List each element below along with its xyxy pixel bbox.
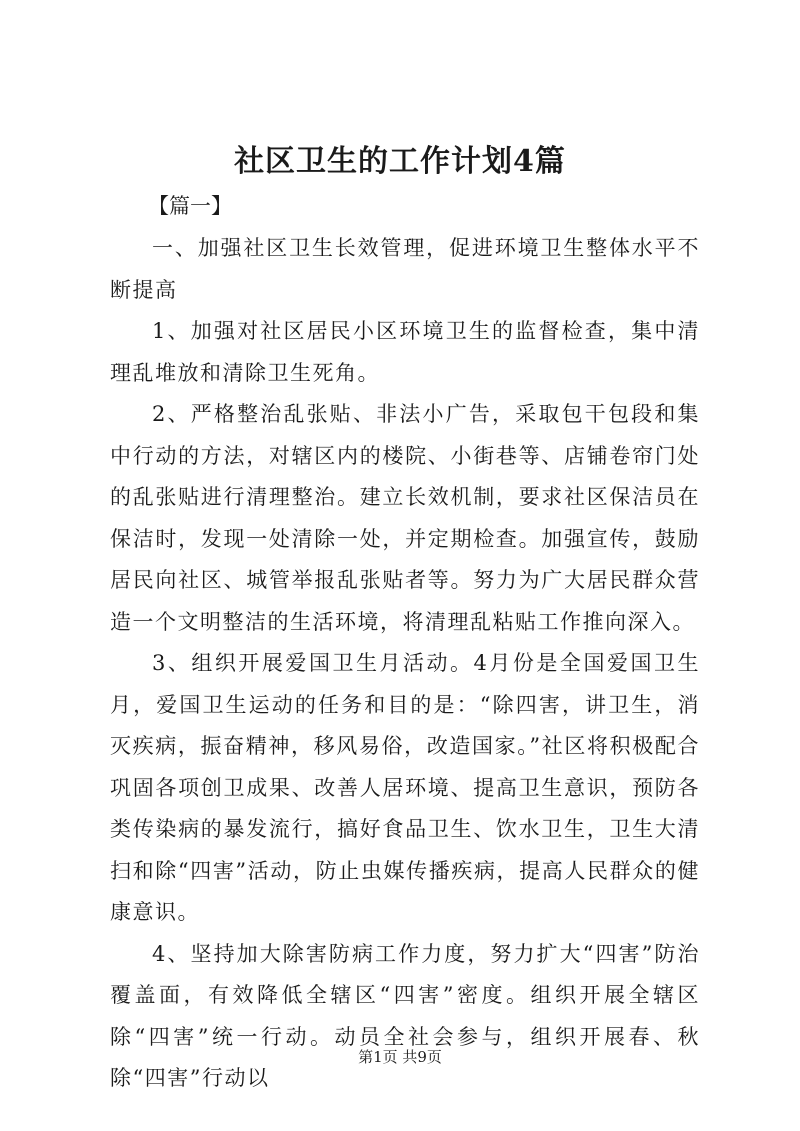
document-body [110,228,700,1100]
paragraph: 2、严格整治乱张贴、非法小广告，采取包干包段和集中行动的方法，对辖区内的楼院、小街巷等、店铺卷帘门处的乱张贴进行清理整治。建立长效机制，要求社区保洁员在保洁时，发现一处清除一处，并定期检查。加强宣传，鼓励居民向社区、城管举报乱张贴者等。努力为广大居民群众营造一个文明整洁的生活环境，将清理乱粘贴工作推向深入。 [110,402,700,634]
paragraph: 4、坚持加大除害防病工作力度，努力扩大“四害”防治覆盖面，有效降低全辖区“四害”密度。组织开展全辖区除“四害”统一行动。动员全社会参与，组织开展春、秋除“四害”行动以 [110,941,700,1090]
paragraph: 一、加强社区卫生长效管理，促进环境卫生整体水平不断提高 [110,236,700,302]
document-title: 社区卫生的工作计划4篇 [234,144,566,179]
paragraph: 3、组织开展爱国卫生月活动。4月份是全国爱国卫生月，爱国卫生运动的任务和目的是：“除四害，讲卫生，消灭疾病，振奋精神，移风易俗，改造国家。”社区将积极配合巩固各项创卫成果、改善人居环境、提高卫生意识，预防各类传染病的暴发流行，搞好食品卫生、饮水卫生，卫生大清扫和除“四害”活动，防止虫媒传播疾病，提高人民群众的健康意识。 [110,651,700,924]
paragraph: 1、加强对社区居民小区环境卫生的监督检查，集中清理乱堆放和清除卫生死角。 [110,319,700,385]
section-label: 【篇一】 [148,194,232,218]
page-footer: 第1页 共9页 [358,1048,442,1066]
